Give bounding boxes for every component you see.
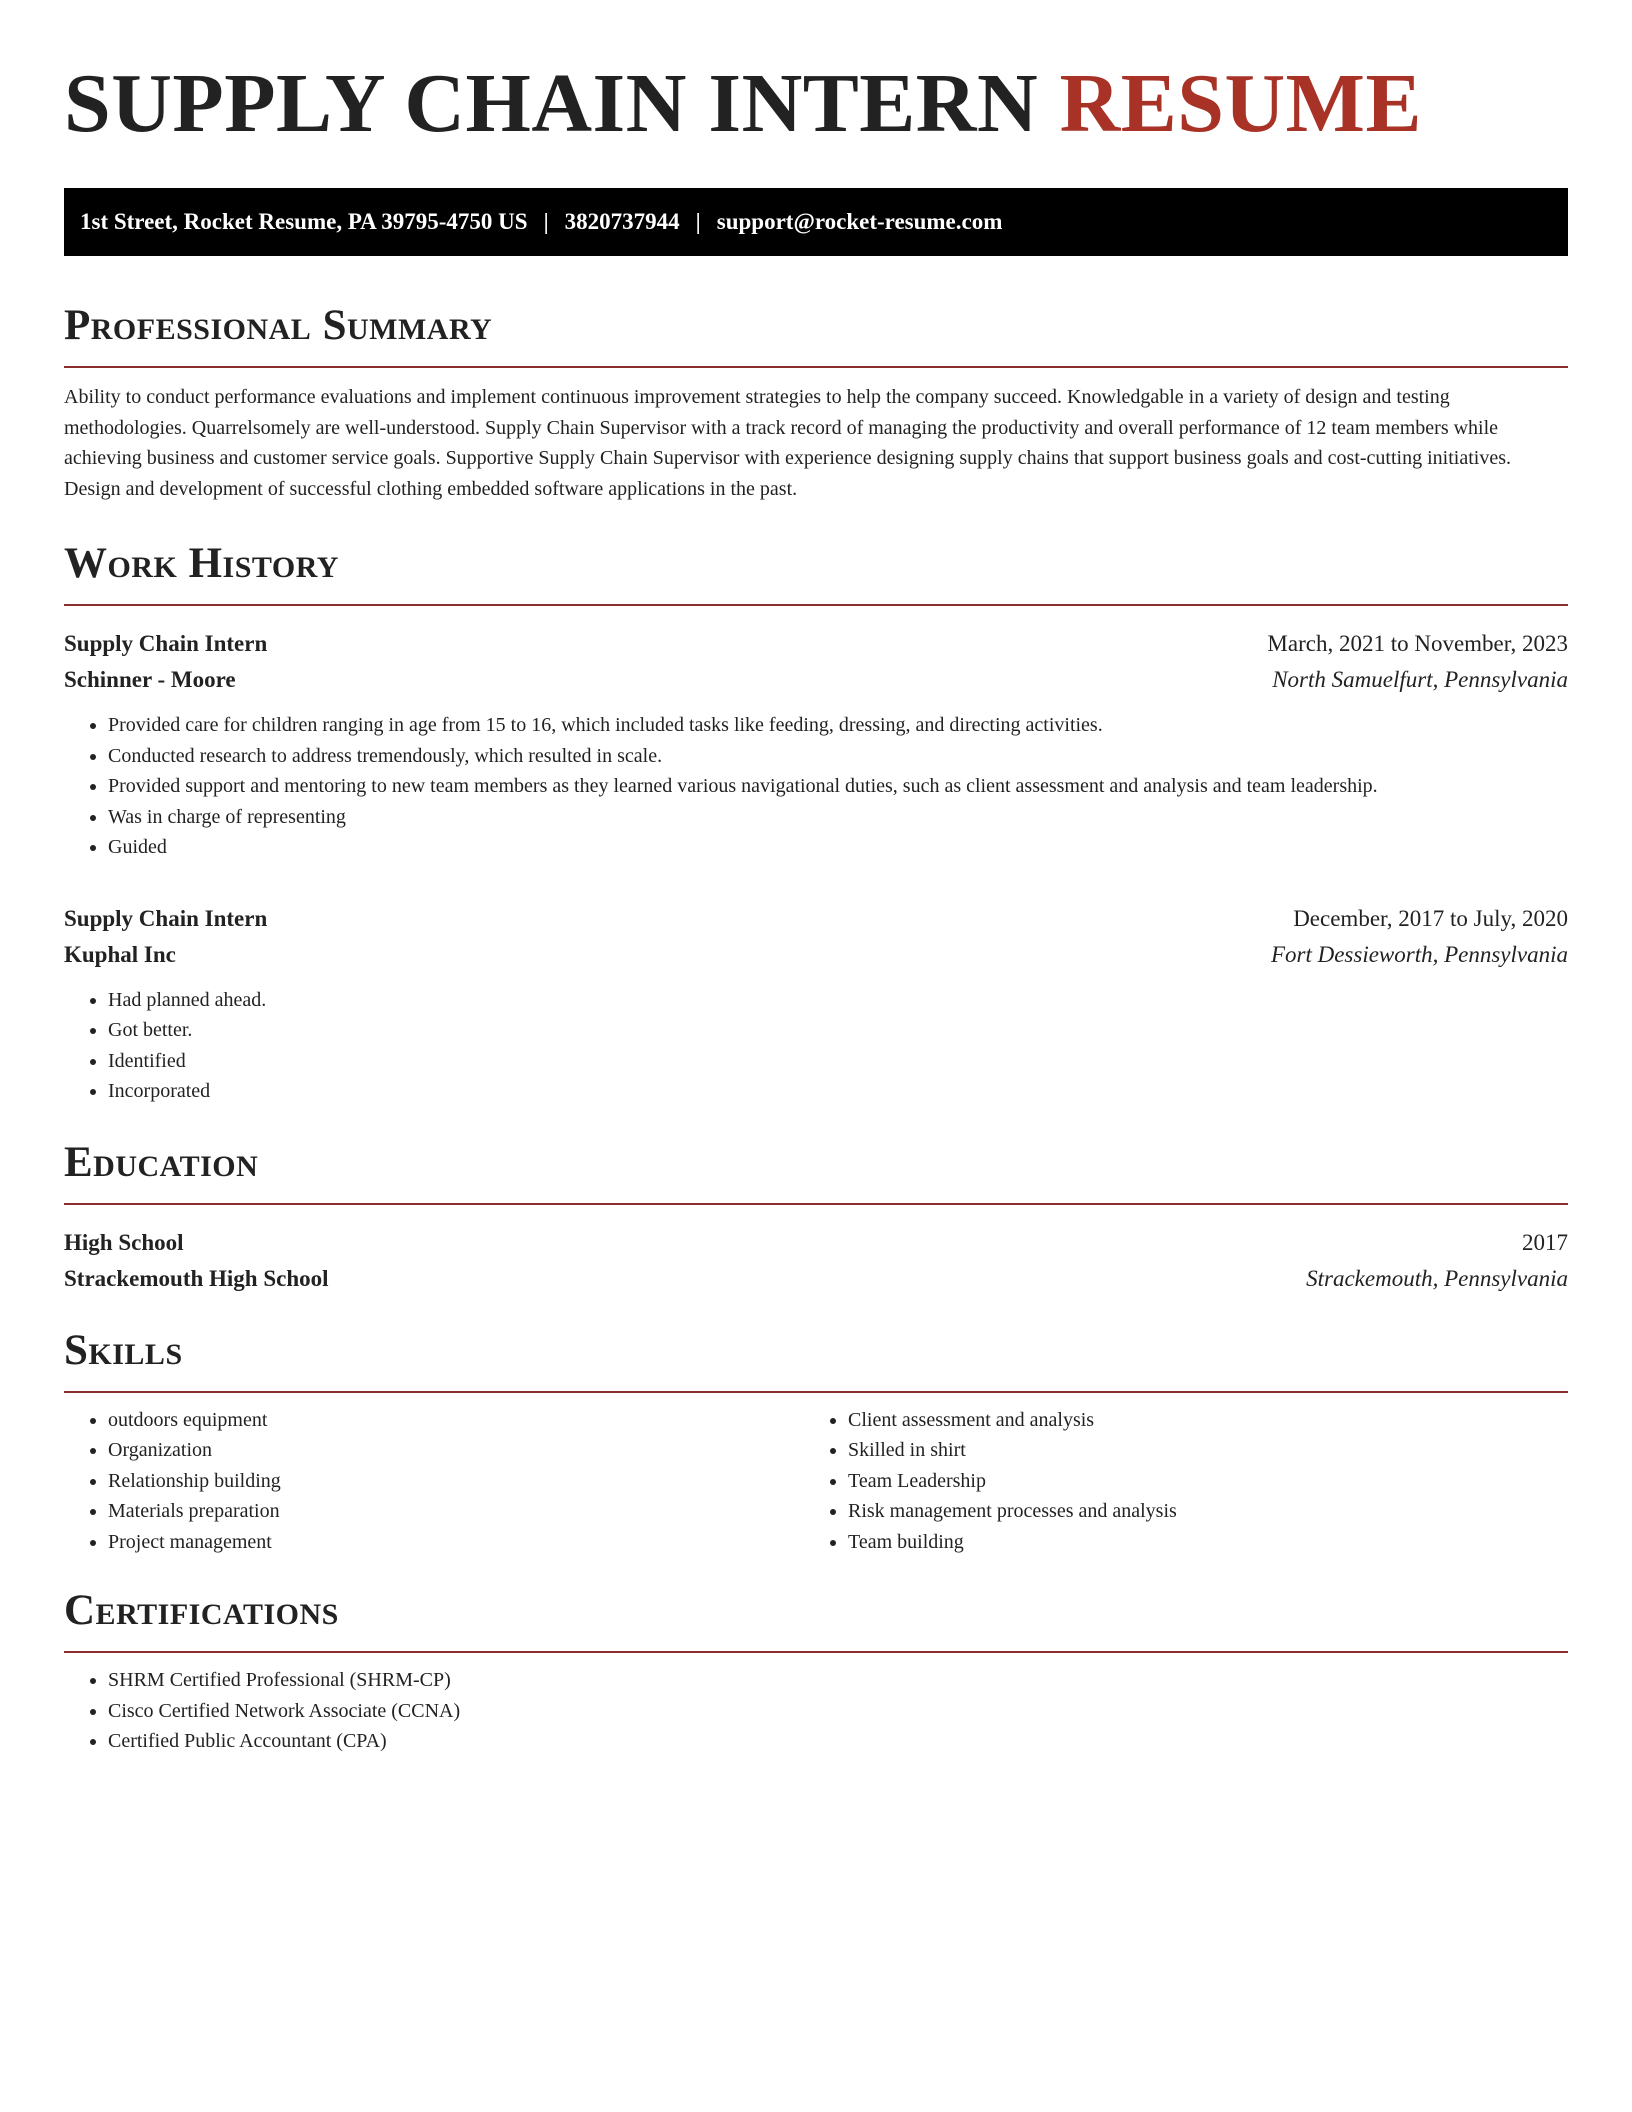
job-header-row — [64, 626, 1568, 662]
work-history-heading: Work History — [64, 540, 339, 587]
job-bullets — [64, 710, 1568, 863]
contact-bar — [64, 188, 1568, 256]
section-divider — [64, 1651, 1568, 1653]
certifications-list — [64, 1665, 1568, 1757]
certification-item: • Cisco Certified Network Associate (CCNA) — [108, 1696, 1568, 1727]
skill-item: • Client assessment and analysis — [848, 1405, 1544, 1436]
job-location: Fort Dessieworth, Pennsylvania — [1270, 941, 1568, 967]
job-company: Kuphal Inc — [64, 941, 176, 967]
job-entry — [64, 901, 1568, 1107]
skill-item: • Skilled in shirt — [848, 1435, 1544, 1466]
job-location: North Samuelfurt, Pennsylvania — [1272, 667, 1568, 692]
job-dates: March, 2021 to November, 2023 — [1267, 631, 1568, 656]
contact-separator: | — [543, 209, 549, 234]
skills-grid — [64, 1405, 1568, 1558]
list-item: • Incorporated — [108, 1076, 1568, 1107]
job-header-row — [64, 901, 1568, 937]
certification-item: • Certified Public Accountant (CPA) — [108, 1726, 1568, 1757]
skills-list-left — [64, 1405, 804, 1558]
section-divider — [64, 604, 1568, 606]
section-divider — [64, 366, 1568, 368]
certification-item: • SHRM Certified Professional (SHRM-CP) — [108, 1665, 1568, 1696]
list-item: • Provided support and mentoring to new team members as they learned various navigational duties, such as client assessment and analysis and team leadership. — [108, 771, 1568, 802]
title-main: SUPPLY CHAIN INTERN — [64, 57, 1060, 150]
summary-text: Ability to conduct performance evaluations and implement continuous improvement strategies to help the company succeed. Knowledgable in a variety of design and testing methodologies. Quarrelsomely are well-understood. Supply Chain Supervisor with a track record of managing the productivity and overall performance of 12 team members while achieving business and customer service goals. Supportive Supply Chain Supervisor with experience designing supply chains that support business goals and cost-cutting initiatives. Design and development of successful clothing embedded software applications in the past. — [64, 386, 1511, 500]
list-item: • Identified — [108, 1046, 1568, 1077]
job-bullets — [64, 985, 1568, 1107]
job-company-row — [64, 662, 1568, 698]
work-history-section — [64, 540, 1568, 1107]
section-divider — [64, 1391, 1568, 1393]
education-year: 2017 — [1522, 1229, 1568, 1255]
list-item: • Was in charge of representing — [108, 802, 1568, 833]
certifications-heading: Certifications — [64, 1587, 339, 1634]
list-item: • Guided — [108, 832, 1568, 863]
skills-section — [64, 1327, 1568, 1558]
education-entry — [64, 1225, 1568, 1297]
job-entry — [64, 626, 1568, 863]
skills-heading: Skills — [64, 1326, 183, 1374]
skill-item: • Team Leadership — [848, 1466, 1544, 1497]
job-company-row — [64, 937, 1568, 973]
job-title: Supply Chain Intern — [64, 631, 268, 656]
education-heading: Education — [64, 1138, 259, 1186]
list-item: • Got better. — [108, 1015, 1568, 1046]
skill-item: • Organization — [108, 1435, 804, 1466]
resume-title — [64, 56, 1568, 152]
title-accent: RESUME — [1059, 57, 1422, 150]
education-school-row — [64, 1261, 1568, 1297]
contact-phone: 3820737944 — [564, 209, 680, 234]
certifications-section — [64, 1587, 1568, 1757]
summary-section — [64, 302, 1568, 504]
skill-item: • Team building — [848, 1527, 1544, 1558]
education-degree: High School — [64, 1229, 184, 1255]
job-company: Schinner - Moore — [64, 667, 236, 692]
list-item: • Had planned ahead. — [108, 985, 1568, 1016]
skill-item: • outdoors equipment — [108, 1405, 804, 1436]
skill-item: • Risk management processes and analysis — [848, 1496, 1544, 1527]
section-divider — [64, 1203, 1568, 1205]
job-dates: December, 2017 to July, 2020 — [1293, 905, 1568, 931]
education-school: Strackemouth High School — [64, 1265, 329, 1291]
contact-separator: | — [695, 209, 701, 234]
education-location: Strackemouth, Pennsylvania — [1306, 1265, 1568, 1291]
skill-item: • Materials preparation — [108, 1496, 804, 1527]
list-item: • Conducted research to address tremendously, which resulted in scale. — [108, 741, 1568, 772]
skill-item: • Project management — [108, 1527, 804, 1558]
skill-item: • Relationship building — [108, 1466, 804, 1497]
job-title: Supply Chain Intern — [64, 905, 268, 931]
list-item: • Provided care for children ranging in age from 15 to 16, which included tasks like feeding, dressing, and directing activities. — [108, 710, 1568, 741]
contact-email: support@rocket-resume.com — [716, 209, 1003, 234]
skills-list-right — [804, 1405, 1544, 1558]
education-header-row — [64, 1225, 1568, 1261]
summary-heading: Professional Summary — [64, 302, 493, 349]
contact-address: 1st Street, Rocket Resume, PA 39795-4750 US — [80, 209, 528, 234]
education-section — [64, 1139, 1568, 1297]
